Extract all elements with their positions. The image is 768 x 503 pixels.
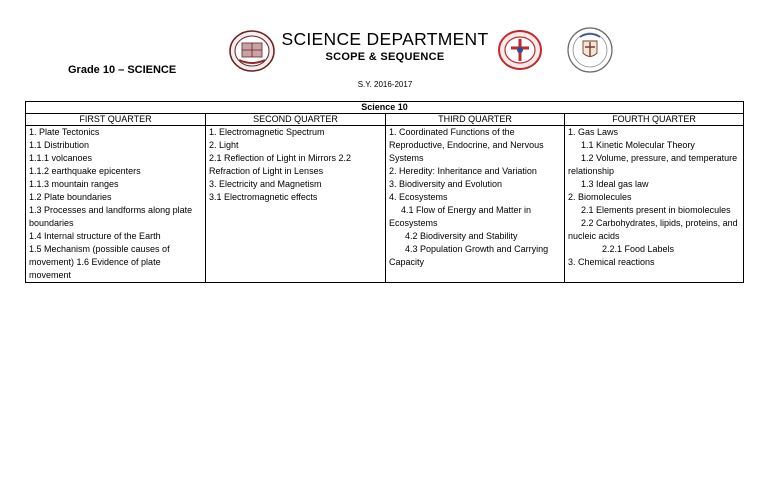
scope-sequence-table xyxy=(25,101,744,283)
second-quarter-cell xyxy=(206,126,386,283)
topic-line: 1.1.3 mountain ranges xyxy=(29,179,119,189)
fourth-quarter-cell xyxy=(565,126,744,283)
page-subtitle: SCOPE & SEQUENCE xyxy=(325,51,445,63)
first-quarter-cell xyxy=(26,126,206,283)
topic-line: 1.4 Internal structure of the Earth xyxy=(29,231,161,241)
topic-line: 1. Gas Laws xyxy=(568,127,619,137)
column-header: THIRD QUARTER xyxy=(386,114,565,126)
column-header: FIRST QUARTER xyxy=(26,114,206,126)
topic-line: 1.3 Processes and landforms along plate boundaries xyxy=(29,205,193,228)
cross-emblem-icon xyxy=(497,29,543,71)
table-title: Science 10 xyxy=(26,102,744,114)
topic-line: 1.2 Volume, pressure, and temperature relationship xyxy=(568,153,738,176)
grade-label: Grade 10 – SCIENCE xyxy=(68,64,177,76)
diocese-seal-icon xyxy=(566,27,614,73)
third-quarter-cell xyxy=(386,126,565,283)
table-title-row xyxy=(26,102,744,114)
table-row xyxy=(26,126,744,283)
column-header: FOURTH QUARTER xyxy=(565,114,744,126)
topic-line: 1. Plate Tectonics xyxy=(29,127,100,137)
topic-line: 1. Coordinated Functions of the Reproductive, Endocrine, and Nervous Systems xyxy=(389,127,544,163)
topic-line: 3. Chemical reactions xyxy=(568,257,655,267)
topic-line: 2.1 Elements present in biomolecules xyxy=(581,205,731,215)
table-header-row xyxy=(26,114,744,126)
topic-line: 2.2.1 Food Labels xyxy=(602,244,675,254)
topic-line: 3. Electricity and Magnetism xyxy=(209,179,322,189)
school-seal-icon xyxy=(229,30,275,72)
topic-line: 1. Electromagnetic Spectrum xyxy=(209,127,325,137)
topic-line: 4.3 Population Growth and Carrying Capacity xyxy=(389,244,549,267)
topic-line: 4.2 Biodiversity and Stability xyxy=(405,231,518,241)
topic-line: 2. Light xyxy=(209,140,239,150)
topic-line: 3.1 Electromagnetic effects xyxy=(209,192,318,202)
topic-line: 2. Heredity: Inheritance and Variation xyxy=(389,166,537,176)
topic-line: 3. Biodiversity and Evolution xyxy=(389,179,503,189)
topic-line: 2. Biomolecules xyxy=(568,192,632,202)
topic-line: 2.2 Carbohydrates, lipids, proteins, and nucleic acids xyxy=(568,218,738,241)
topic-line: 1.1.2 earthquake epicenters xyxy=(29,166,141,176)
school-year: S.Y. 2016-2017 xyxy=(357,80,413,89)
topic-line: 1.3 Ideal gas law xyxy=(581,179,649,189)
topic-line: 1.1.1 volcanoes xyxy=(29,153,93,163)
topic-line: 2.1 Reflection of Light in Mirrors 2.2 Refraction of Light in Lenses xyxy=(209,153,352,176)
column-header: SECOND QUARTER xyxy=(206,114,386,126)
topic-line: 4. Ecosystems xyxy=(389,192,448,202)
topic-line: 1.2 Plate boundaries xyxy=(29,192,112,202)
page-title: SCIENCE DEPARTMENT xyxy=(281,29,489,49)
topic-line: 4.1 Flow of Energy and Matter in Ecosystems xyxy=(389,205,532,228)
topic-line: 1.1 Kinetic Molecular Theory xyxy=(581,140,695,150)
topic-line: 1.5 Mechanism (possible causes of movement) 1.6 Evidence of plate movement xyxy=(29,244,170,280)
topic-line: 1.1 Distribution xyxy=(29,140,90,150)
